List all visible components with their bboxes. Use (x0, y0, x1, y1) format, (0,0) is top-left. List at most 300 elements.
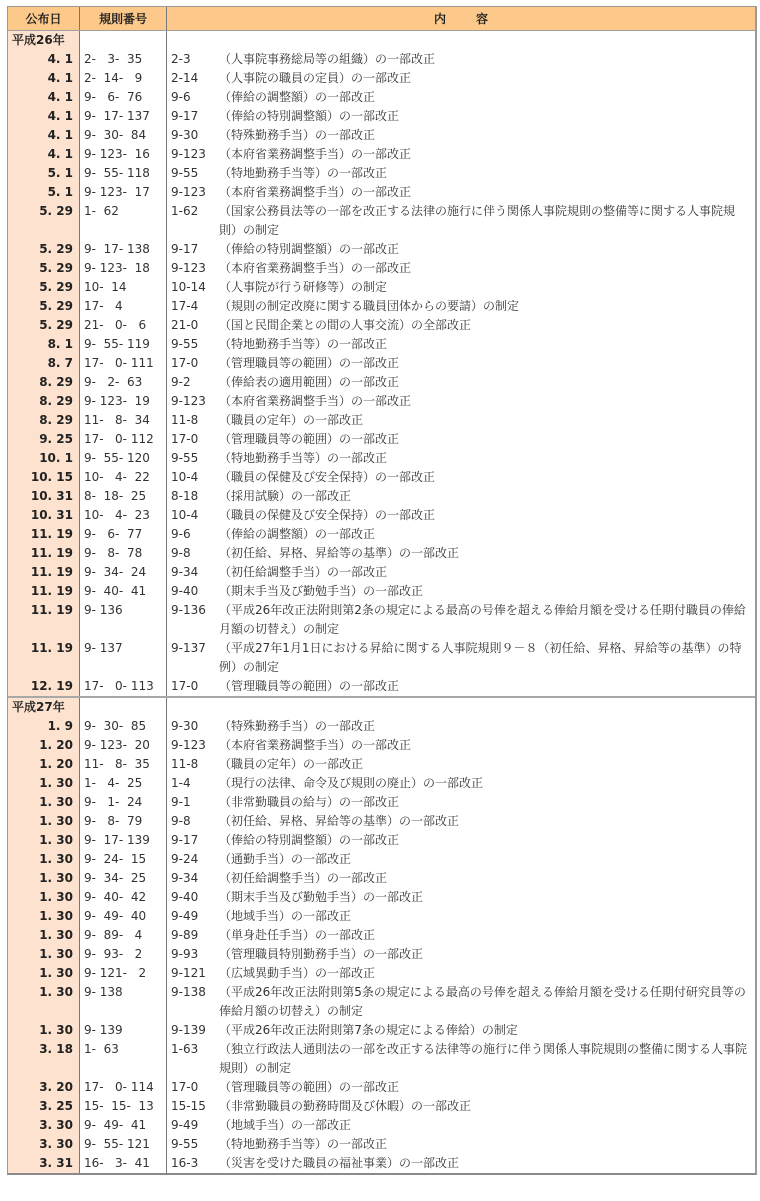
header-rule-number: 規則番号 (79, 7, 166, 30)
rule-number-cell: 9- 17- 139 (79, 831, 166, 850)
rule-short-number: 16-3 (171, 1156, 199, 1170)
date-cell: 1. 30 (8, 812, 79, 831)
rule-short-number: 8-18 (171, 489, 199, 503)
rule-description: （非常勤職員の勤務時間及び休暇）の一部改正 (219, 1099, 472, 1113)
content-cell (166, 1021, 755, 1040)
content-cell (166, 487, 755, 506)
rule-number-cell: 10- 14 (79, 278, 166, 297)
rule-number-cell: 9- 123- 20 (79, 736, 166, 755)
content-cell (166, 1154, 755, 1173)
rule-short-number: 1-63 (171, 1042, 199, 1056)
date-cell: 5. 29 (8, 297, 79, 316)
content-cell (166, 717, 755, 736)
date-cell: 11. 19 (8, 544, 79, 563)
table-row (8, 392, 755, 411)
table-row (8, 183, 755, 202)
table-row (8, 869, 755, 888)
rule-short-number: 9-89 (171, 928, 199, 942)
rule-description: （俸給の特別調整額）の一部改正 (219, 833, 400, 847)
date-cell: 5. 29 (8, 202, 79, 240)
rule-number-cell: 1- 63 (79, 1040, 166, 1078)
rule-description: （期末手当及び勤勉手当）の一部改正 (219, 584, 424, 598)
rule-short-number: 9-40 (171, 890, 199, 904)
rule-number-cell: 2- 3- 35 (79, 50, 166, 69)
content-cell (166, 240, 755, 259)
date-cell: 1. 30 (8, 926, 79, 945)
rule-short-number: 10-14 (171, 280, 206, 294)
date-cell: 3. 18 (8, 1040, 79, 1078)
rule-short-number: 9-24 (171, 852, 199, 866)
rule-number-cell: 17- 0- 114 (79, 1078, 166, 1097)
rule-number-cell: 9- 93- 2 (79, 945, 166, 964)
date-cell: 1. 9 (8, 717, 79, 736)
content-cell (166, 468, 755, 487)
rule-number-cell: 17- 4 (79, 297, 166, 316)
table-row (8, 850, 755, 869)
content-cell (166, 278, 755, 297)
table-row (8, 468, 755, 487)
rule-short-number: 2-14 (171, 71, 199, 85)
table-row (8, 411, 755, 430)
date-cell: 8. 29 (8, 411, 79, 430)
rule-description: （平成26年改正法附則第7条の規定による俸給）の制定 (219, 1023, 518, 1037)
table-row (8, 639, 755, 677)
rule-description: （特殊勤務手当）の一部改正 (219, 719, 376, 733)
date-cell: 3. 25 (8, 1097, 79, 1116)
content-cell (166, 506, 755, 525)
table-body (8, 31, 755, 1173)
rule-description: （規則の制定改廃に関する職員団体からの要請）の制定 (219, 299, 520, 313)
rule-short-number: 9-123 (171, 261, 206, 275)
content-cell (166, 563, 755, 582)
rule-description: （人事院が行う研修等）の制定 (219, 280, 388, 294)
table-row (8, 487, 755, 506)
rule-description: （独立行政法人通則法の一部を改正する法律等の施行に伴う関係人事院規則の整備に関する人事院規則）の制定 (219, 1042, 748, 1075)
rule-number-cell: 9- 49- 40 (79, 907, 166, 926)
table-row (8, 1135, 755, 1154)
table-row (8, 1097, 755, 1116)
content-cell (166, 831, 755, 850)
table-row (8, 259, 755, 278)
rule-short-number: 17-0 (171, 1080, 199, 1094)
rule-number-cell: 17- 0- 113 (79, 677, 166, 696)
rule-description: （初任給、昇格、昇給等の基準）の一部改正 (219, 546, 460, 560)
rule-description: （単身赴任手当）の一部改正 (219, 928, 376, 942)
rule-short-number: 9-137 (171, 641, 206, 655)
table-row (8, 164, 755, 183)
date-cell: 1. 30 (8, 850, 79, 869)
table-row (8, 983, 755, 1021)
year-row (8, 31, 755, 50)
rule-number-cell: 17- 0- 111 (79, 354, 166, 373)
table-row (8, 506, 755, 525)
content-cell (166, 1097, 755, 1116)
date-cell: 1. 30 (8, 907, 79, 926)
table-row (8, 297, 755, 316)
date-cell: 5. 29 (8, 278, 79, 297)
empty-cell (79, 698, 166, 717)
rule-number-cell: 9- 40- 41 (79, 582, 166, 601)
date-cell: 3. 20 (8, 1078, 79, 1097)
date-cell: 4. 1 (8, 126, 79, 145)
rule-description: （俸給表の適用範囲）の一部改正 (219, 375, 400, 389)
rule-description: （初任給調整手当）の一部改正 (219, 871, 388, 885)
rule-description: （国と民間企業との間の人事交流）の全部改正 (219, 318, 472, 332)
rule-number-cell: 15- 15- 13 (79, 1097, 166, 1116)
date-cell: 4. 1 (8, 88, 79, 107)
rule-short-number: 15-15 (171, 1099, 206, 1113)
content-cell (166, 126, 755, 145)
rule-number-cell: 9- 123- 16 (79, 145, 166, 164)
table-row (8, 1116, 755, 1135)
rule-number-cell: 9- 123- 17 (79, 183, 166, 202)
content-cell (166, 449, 755, 468)
rule-description: （通勤手当）の一部改正 (219, 852, 352, 866)
table-row (8, 240, 755, 259)
rule-number-cell: 2- 14- 9 (79, 69, 166, 88)
rule-description: （期末手当及び勤勉手当）の一部改正 (219, 890, 424, 904)
rule-number-cell: 9- 17- 138 (79, 240, 166, 259)
rules-table (7, 6, 757, 1175)
date-cell: 10. 31 (8, 487, 79, 506)
rule-description: （俸給の特別調整額）の一部改正 (219, 242, 400, 256)
date-cell: 10. 31 (8, 506, 79, 525)
rule-short-number: 17-0 (171, 432, 199, 446)
date-cell: 1. 20 (8, 755, 79, 774)
table-row (8, 888, 755, 907)
content-cell (166, 926, 755, 945)
rule-number-cell: 9- 123- 19 (79, 392, 166, 411)
content-cell (166, 850, 755, 869)
content-cell (166, 50, 755, 69)
date-cell: 1. 30 (8, 945, 79, 964)
content-cell (166, 373, 755, 392)
rule-number-cell: 9- 138 (79, 983, 166, 1021)
content-cell (166, 411, 755, 430)
content-cell (166, 793, 755, 812)
content-cell (166, 88, 755, 107)
rule-number-cell: 9- 1- 24 (79, 793, 166, 812)
rule-description: （本府省業務調整手当）の一部改正 (219, 185, 412, 199)
rule-number-cell: 9- 34- 24 (79, 563, 166, 582)
empty-cell (79, 31, 166, 50)
year-section (8, 31, 755, 696)
date-cell: 8. 29 (8, 373, 79, 392)
content-cell (166, 297, 755, 316)
rule-short-number: 9-138 (171, 985, 206, 999)
rule-number-cell: 9- 8- 78 (79, 544, 166, 563)
table-row (8, 563, 755, 582)
rule-short-number: 17-0 (171, 356, 199, 370)
rule-description: （管理職員等の範囲）の一部改正 (219, 432, 400, 446)
content-cell (166, 525, 755, 544)
rule-description: （平成27年1月1日における昇給に関する人事院規則９－８（初任給、昇格、昇給等の基準）の特例）の制定 (219, 641, 742, 674)
rule-description: （本府省業務調整手当）の一部改正 (219, 394, 412, 408)
table-row (8, 926, 755, 945)
rule-description: （特地勤務手当等）の一部改正 (219, 166, 388, 180)
date-cell: 11. 19 (8, 525, 79, 544)
rule-short-number: 9-123 (171, 147, 206, 161)
date-cell: 1. 30 (8, 1021, 79, 1040)
rule-number-cell: 9- 55- 118 (79, 164, 166, 183)
year-section (8, 696, 755, 1173)
rule-short-number: 9-93 (171, 947, 199, 961)
content-cell (166, 964, 755, 983)
content-cell (166, 107, 755, 126)
content-cell (166, 392, 755, 411)
table-header (8, 7, 755, 31)
date-cell: 1. 30 (8, 831, 79, 850)
table-row (8, 601, 755, 639)
rule-short-number: 9-6 (171, 527, 191, 541)
table-row (8, 677, 755, 696)
rule-short-number: 9-30 (171, 128, 199, 142)
content-cell (166, 69, 755, 88)
content-cell (166, 183, 755, 202)
rule-short-number: 9-123 (171, 738, 206, 752)
rule-number-cell: 9- 121- 2 (79, 964, 166, 983)
table-row (8, 449, 755, 468)
table-row (8, 278, 755, 297)
rule-short-number: 9-55 (171, 166, 199, 180)
rule-short-number: 9-49 (171, 909, 199, 923)
table-row (8, 544, 755, 563)
table-row (8, 335, 755, 354)
rule-short-number: 9-34 (171, 565, 199, 579)
rule-short-number: 1-4 (171, 776, 191, 790)
rule-short-number: 9-8 (171, 814, 191, 828)
rule-number-cell: 9- 55- 120 (79, 449, 166, 468)
rule-short-number: 9-17 (171, 833, 199, 847)
rule-short-number: 9-6 (171, 90, 191, 104)
rule-short-number: 11-8 (171, 757, 199, 771)
rule-short-number: 9-55 (171, 1137, 199, 1151)
table-row (8, 126, 755, 145)
table-row (8, 107, 755, 126)
date-cell: 1. 30 (8, 983, 79, 1021)
date-cell: 5. 29 (8, 259, 79, 278)
content-cell (166, 1116, 755, 1135)
table-row (8, 1154, 755, 1173)
table-row (8, 145, 755, 164)
date-cell: 1. 20 (8, 736, 79, 755)
table-row (8, 1078, 755, 1097)
rule-number-cell: 1- 62 (79, 202, 166, 240)
rule-number-cell: 16- 3- 41 (79, 1154, 166, 1173)
date-cell: 8. 29 (8, 392, 79, 411)
table-row (8, 1021, 755, 1040)
content-cell (166, 907, 755, 926)
rule-short-number: 9-30 (171, 719, 199, 733)
rule-description: （国家公務員法等の一部を改正する法律の施行に伴う関係人事院規則の整備等に関する人事院規則）の制定 (219, 204, 736, 237)
table-row (8, 69, 755, 88)
year-row (8, 698, 755, 717)
date-cell: 1. 30 (8, 964, 79, 983)
rule-short-number: 9-55 (171, 451, 199, 465)
rule-description: （採用試験）の一部改正 (219, 489, 352, 503)
rule-short-number: 9-49 (171, 1118, 199, 1132)
rule-description: （管理職員等の範囲）の一部改正 (219, 679, 400, 693)
rule-short-number: 10-4 (171, 470, 199, 484)
rule-description: （地域手当）の一部改正 (219, 909, 352, 923)
rule-short-number: 9-139 (171, 1023, 206, 1037)
date-cell: 5. 1 (8, 164, 79, 183)
rule-short-number: 9-8 (171, 546, 191, 560)
content-cell (166, 888, 755, 907)
rule-description: （人事院事務総局等の組織）の一部改正 (219, 52, 436, 66)
rule-short-number: 9-1 (171, 795, 191, 809)
table-row (8, 1040, 755, 1078)
content-cell (166, 869, 755, 888)
rule-short-number: 21-0 (171, 318, 199, 332)
table-row (8, 964, 755, 983)
date-cell: 11. 19 (8, 639, 79, 677)
table-row (8, 525, 755, 544)
table-row (8, 907, 755, 926)
date-cell: 11. 19 (8, 582, 79, 601)
date-cell: 11. 19 (8, 563, 79, 582)
rule-number-cell: 8- 18- 25 (79, 487, 166, 506)
rule-number-cell: 9- 55- 119 (79, 335, 166, 354)
table-row (8, 202, 755, 240)
date-cell: 3. 31 (8, 1154, 79, 1173)
content-cell (166, 1135, 755, 1154)
table-row (8, 793, 755, 812)
year-label: 平成27年 (8, 698, 79, 717)
content-cell (166, 164, 755, 183)
rule-description: （俸給の特別調整額）の一部改正 (219, 109, 400, 123)
table-row (8, 774, 755, 793)
table-row (8, 945, 755, 964)
empty-cell (166, 31, 755, 50)
date-cell: 9. 25 (8, 430, 79, 449)
rule-short-number: 9-34 (171, 871, 199, 885)
rule-description: （管理職員等の範囲）の一部改正 (219, 1080, 400, 1094)
rule-number-cell: 9- 40- 42 (79, 888, 166, 907)
content-cell (166, 1078, 755, 1097)
rule-short-number: 17-4 (171, 299, 199, 313)
rule-number-cell: 9- 89- 4 (79, 926, 166, 945)
rule-number-cell: 10- 4- 23 (79, 506, 166, 525)
rule-description: （職員の定年）の一部改正 (219, 757, 364, 771)
rule-description: （初任給、昇格、昇給等の基準）の一部改正 (219, 814, 460, 828)
header-content: 内容 (166, 7, 755, 30)
rule-description: （平成26年改正法附則第2条の規定による最高の号俸を超える俸給月額を受ける任期付職員の俸給月額の切替え）の制定 (219, 603, 746, 636)
table-row (8, 755, 755, 774)
date-cell: 4. 1 (8, 50, 79, 69)
table-row (8, 354, 755, 373)
rule-number-cell: 10- 4- 22 (79, 468, 166, 487)
date-cell: 4. 1 (8, 145, 79, 164)
table-row (8, 430, 755, 449)
content-cell (166, 259, 755, 278)
rule-description: （職員の保健及び安全保持）の一部改正 (219, 470, 436, 484)
date-cell: 1. 30 (8, 793, 79, 812)
content-cell (166, 145, 755, 164)
date-cell: 1. 30 (8, 888, 79, 907)
rule-description: （特殊勤務手当）の一部改正 (219, 128, 376, 142)
table-row (8, 316, 755, 335)
content-cell (166, 544, 755, 563)
content-cell (166, 812, 755, 831)
rule-short-number: 9-123 (171, 394, 206, 408)
content-cell (166, 354, 755, 373)
date-cell: 4. 1 (8, 107, 79, 126)
rule-number-cell: 9- 30- 84 (79, 126, 166, 145)
rule-description: （本府省業務調整手当）の一部改正 (219, 147, 412, 161)
rule-description: （広域異動手当）の一部改正 (219, 966, 376, 980)
rule-number-cell: 9- 137 (79, 639, 166, 677)
date-cell: 5. 29 (8, 316, 79, 335)
content-cell (166, 774, 755, 793)
rule-description: （現行の法律、命令及び規則の廃止）の一部改正 (219, 776, 484, 790)
table-row (8, 717, 755, 736)
rule-number-cell: 9- 8- 79 (79, 812, 166, 831)
date-cell: 8. 7 (8, 354, 79, 373)
rule-short-number: 9-121 (171, 966, 206, 980)
content-cell (166, 945, 755, 964)
date-cell: 3. 30 (8, 1135, 79, 1154)
content-cell (166, 582, 755, 601)
rule-short-number: 9-17 (171, 109, 199, 123)
rule-short-number: 9-2 (171, 375, 191, 389)
rule-description: （特地勤務手当等）の一部改正 (219, 1137, 388, 1151)
rule-description: （特地勤務手当等）の一部改正 (219, 337, 388, 351)
rule-number-cell: 9- 139 (79, 1021, 166, 1040)
content-cell (166, 639, 755, 677)
content-cell (166, 430, 755, 449)
rule-number-cell: 21- 0- 6 (79, 316, 166, 335)
date-cell: 10. 1 (8, 449, 79, 468)
rule-short-number: 9-40 (171, 584, 199, 598)
rule-short-number: 11-8 (171, 413, 199, 427)
rule-short-number: 17-0 (171, 679, 199, 693)
year-label: 平成26年 (8, 31, 79, 50)
date-cell: 3. 30 (8, 1116, 79, 1135)
rule-short-number: 9-55 (171, 337, 199, 351)
content-cell (166, 335, 755, 354)
rule-description: （特地勤務手当等）の一部改正 (219, 451, 388, 465)
date-cell: 5. 1 (8, 183, 79, 202)
header-date: 公布日 (25, 12, 62, 26)
content-cell (166, 755, 755, 774)
rule-number-cell: 11- 8- 34 (79, 411, 166, 430)
content-cell (166, 736, 755, 755)
rule-description: （俸給の調整額）の一部改正 (219, 90, 376, 104)
content-cell (166, 1040, 755, 1078)
content-cell (166, 202, 755, 240)
rule-number-cell: 9- 24- 15 (79, 850, 166, 869)
table-row (8, 831, 755, 850)
rule-short-number: 9-17 (171, 242, 199, 256)
rule-description: （平成26年改正法附則第5条の規定による最高の号俸を超える俸給月額を受ける任期付研究員等の俸給月額の切替え）の制定 (219, 985, 746, 1018)
rule-number-cell: 9- 34- 25 (79, 869, 166, 888)
rule-number-cell: 1- 4- 25 (79, 774, 166, 793)
rule-description: （本府省業務調整手当）の一部改正 (219, 738, 412, 752)
rule-description: （地域手当）の一部改正 (219, 1118, 352, 1132)
rule-description: （俸給の調整額）の一部改正 (219, 527, 376, 541)
rule-number-cell: 17- 0- 112 (79, 430, 166, 449)
content-cell (166, 601, 755, 639)
empty-cell (166, 698, 755, 717)
rule-short-number: 10-4 (171, 508, 199, 522)
rule-description: （非常勤職員の給与）の一部改正 (219, 795, 400, 809)
table-row (8, 373, 755, 392)
rule-short-number: 9-136 (171, 603, 206, 617)
rule-number-cell: 9- 55- 121 (79, 1135, 166, 1154)
date-cell: 12. 19 (8, 677, 79, 696)
rule-number-cell: 9- 123- 18 (79, 259, 166, 278)
